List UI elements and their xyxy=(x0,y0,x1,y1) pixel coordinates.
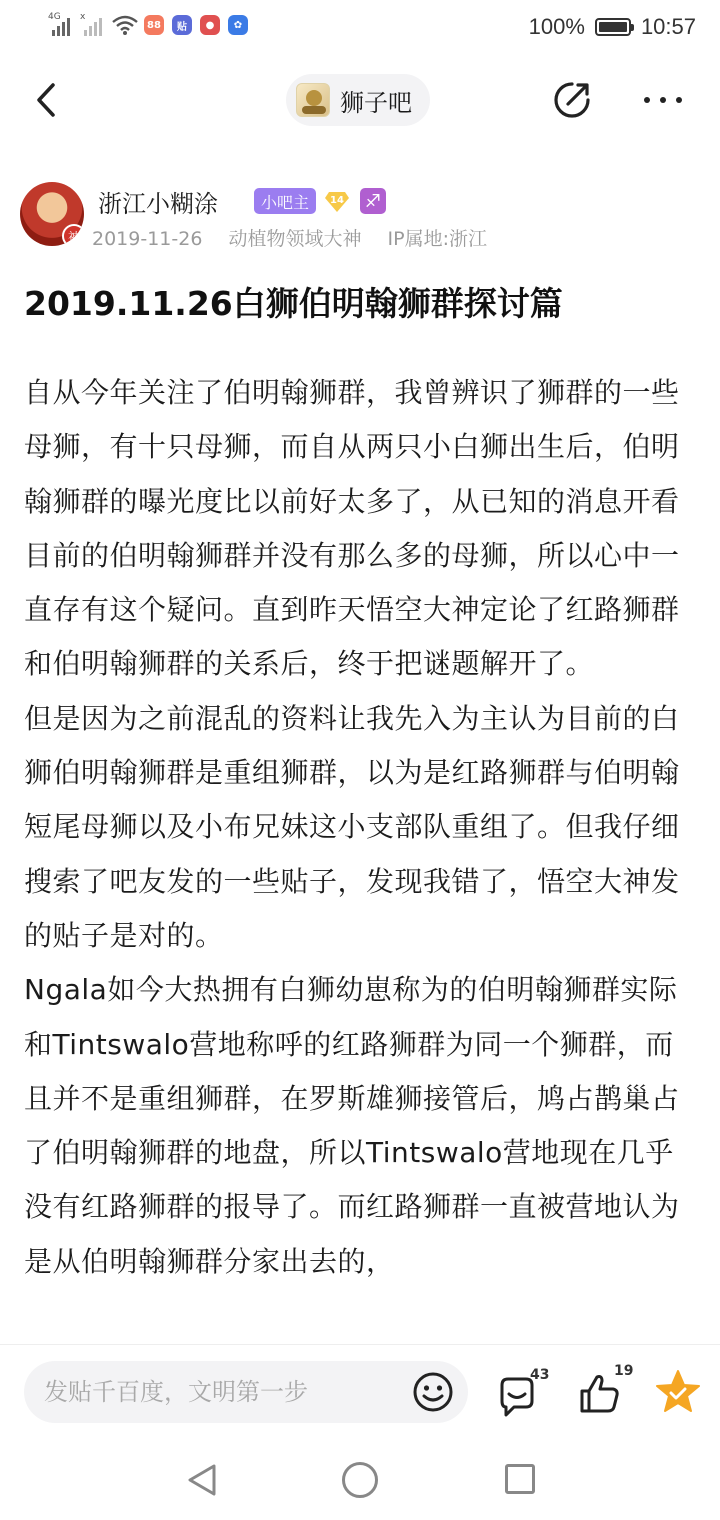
post-paragraph: 但是因为之前混乱的资料让我先入为主认为目前的白狮伯明翰狮群是重组狮群，以为是红路狮群与伯明翰短尾母狮以及小布兄妹这小支部队重组了。但我仔细搜索了吧友发的一些贴子，发现我错了，悟空大神发的贴子是对的。 xyxy=(24,701,680,952)
post-date: 2019-11-26 xyxy=(92,228,203,250)
signal-label: 4G xyxy=(48,12,61,22)
author-title: 动植物领域大神 xyxy=(228,228,362,250)
status-bar-left xyxy=(48,12,248,38)
author-name[interactable]: 浙江小糊涂 xyxy=(98,190,218,218)
notification-icons xyxy=(144,15,248,35)
more-dot-icon xyxy=(644,97,650,103)
moderator-badge: 小吧主 xyxy=(254,188,316,214)
top-nav-bar xyxy=(0,66,720,134)
share-edit-button[interactable] xyxy=(550,78,594,122)
app-notification-icon-3: ● xyxy=(200,15,220,35)
zodiac-badge-icon: ♐ xyxy=(360,188,386,214)
status-bar-right xyxy=(529,14,696,40)
status-bar xyxy=(0,0,720,58)
tieba-notification-icon: 贴 xyxy=(172,15,192,35)
system-back-icon[interactable] xyxy=(184,1462,220,1498)
battery-percent: 100% xyxy=(528,14,585,39)
cellular-signal-2-icon xyxy=(80,12,106,38)
system-navigation-bar xyxy=(0,1440,720,1520)
bottom-action-bar xyxy=(0,1345,720,1440)
like-button[interactable] xyxy=(578,1363,638,1417)
favorite-star-icon[interactable] xyxy=(654,1369,702,1415)
author-meta xyxy=(92,224,507,251)
back-button[interactable] xyxy=(22,76,70,124)
more-dot-icon xyxy=(660,97,666,103)
post-paragraph: 自从今年关注了伯明翰狮群，我曾辨识了狮群的一些母狮，有十只母狮，而自从两只小白狮出生后，伯明翰狮群的曝光度比以前好太多了，从已知的消息开看目前的伯明翰狮群并没有那么多的母狮，所以心中一直存有这个疑问。直到昨天悟空大神定论了红路狮群和伯明翰狮群的关系后，终于把谜题解开了。 xyxy=(24,376,680,681)
ip-location: IP属地:浙江 xyxy=(387,228,487,250)
forum-avatar-icon xyxy=(296,83,330,117)
like-count: 19 xyxy=(614,1363,634,1379)
comment-button[interactable] xyxy=(496,1367,550,1419)
more-dot-icon xyxy=(676,97,682,103)
emoji-icon[interactable] xyxy=(412,1371,454,1413)
author-header xyxy=(20,180,700,250)
wifi-icon xyxy=(112,15,138,35)
clock: 10:57 xyxy=(640,14,696,39)
god-badge: 神 xyxy=(62,224,84,246)
level-number: 14 xyxy=(330,195,344,206)
level-badge-icon xyxy=(324,188,350,214)
author-avatar[interactable] xyxy=(20,182,84,246)
more-options-button[interactable] xyxy=(638,80,688,120)
post-paragraph: Ngala如今大热拥有白狮幼崽称为的伯明翰狮群实际和Tintswalo营地称呼的红路狮群为同一个狮群，而且并不是重组狮群，在罗斯雄狮接管后，鸠占鹊巢占了伯明翰狮群的地盘，所以Tintswalo营地现在几乎没有红路狮群的报导了。而红路狮群一直被营地认为是从伯明翰狮群分家出去的， xyxy=(24,973,680,1278)
reply-input[interactable] xyxy=(24,1361,468,1423)
post-title: 2019.11.26白狮伯明翰狮群探讨篇 xyxy=(24,284,563,323)
comment-count: 43 xyxy=(530,1367,550,1383)
system-recents-icon[interactable] xyxy=(505,1464,535,1494)
app-notification-icon-1: 88 xyxy=(144,15,164,35)
forum-name: 狮子吧 xyxy=(340,88,412,117)
signal-2-label: x xyxy=(80,12,86,22)
battery-icon xyxy=(595,18,631,36)
post-body xyxy=(24,366,696,1344)
system-home-icon[interactable] xyxy=(342,1462,378,1498)
forum-entry-button[interactable] xyxy=(286,74,430,126)
cellular-signal-icon xyxy=(48,12,74,38)
baidu-notification-icon: ✿ xyxy=(228,15,248,35)
chevron-left-icon xyxy=(35,82,57,118)
